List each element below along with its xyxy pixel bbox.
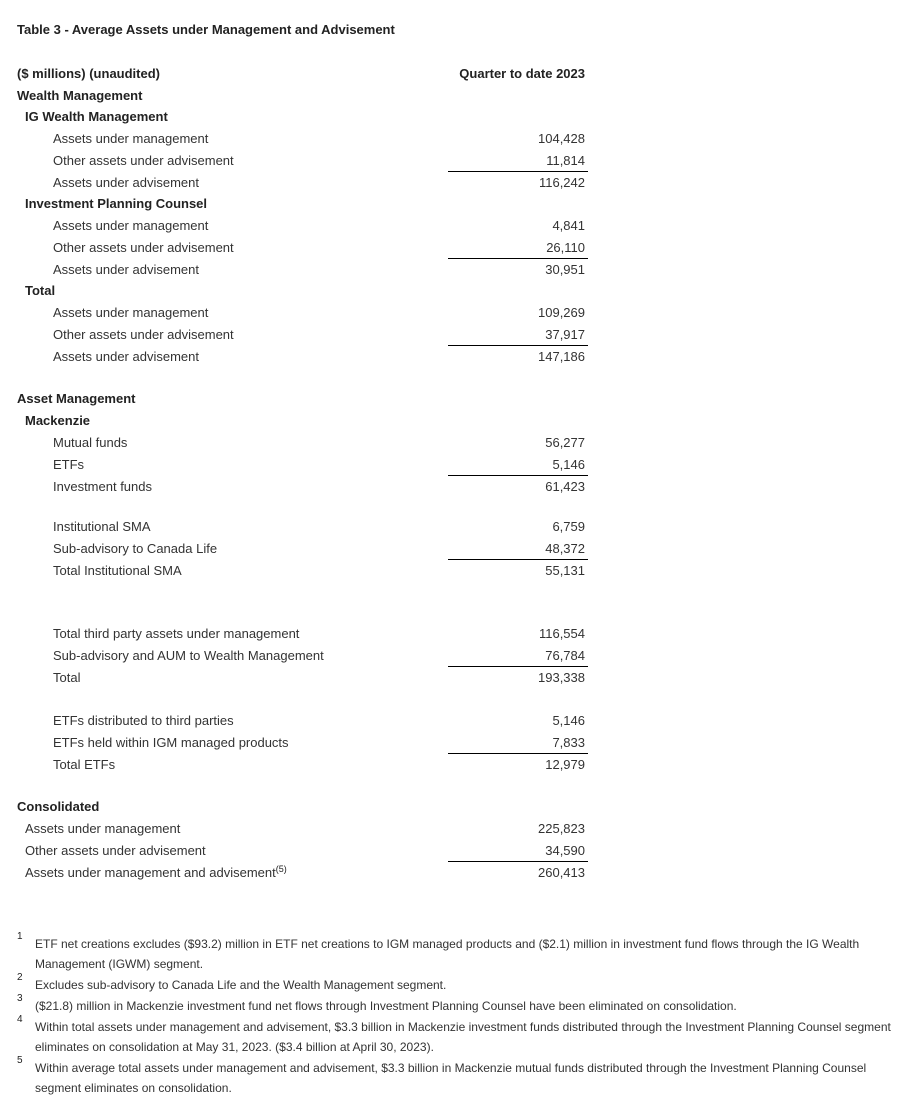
table-row <box>0 327 912 349</box>
table-header-row <box>0 66 912 88</box>
table-title: Table 3 - Average Assets under Management and Advisement <box>17 22 395 37</box>
row-value: 55,131 <box>545 563 585 578</box>
row-value: 4,841 <box>552 218 585 233</box>
row-label: Total Institutional SMA <box>53 563 182 578</box>
table-row <box>0 519 912 541</box>
table-section-header <box>0 88 912 110</box>
row-label: Assets under management and advisement <box>25 865 276 880</box>
row-label: Investment Planning Counsel <box>25 196 208 211</box>
row-value: 5,146 <box>552 457 585 472</box>
row-value: 260,413 <box>538 865 585 880</box>
row-value: 48,372 <box>545 541 585 556</box>
footnote-text: Excludes sub-advisory to Canada Life and the Wealth Management segment. <box>35 978 447 992</box>
row-value: 6,759 <box>552 519 585 534</box>
row-value: 116,242 <box>538 175 585 190</box>
table-row <box>0 349 912 371</box>
table-row <box>0 218 912 240</box>
subtotal-rule <box>448 171 588 172</box>
row-value: 26,110 <box>546 240 585 255</box>
row-value: 104,428 <box>538 131 585 146</box>
table-row <box>0 262 912 284</box>
row-label: Consolidated <box>17 799 100 814</box>
table-row <box>0 305 912 327</box>
table-section-header <box>0 391 912 413</box>
row-label: Assets under advisement <box>53 349 199 364</box>
row-label: ETFs held within IGM managed products <box>53 735 289 750</box>
table-row <box>0 175 912 197</box>
row-value: 11,814 <box>546 153 585 168</box>
subtotal-rule <box>448 666 588 667</box>
footnote-number: 4 <box>17 1014 23 1025</box>
footnote-text: ETF net creations excludes ($93.2) million in ETF net creations to IGM managed products and ($2.1) million in investment fund flows through the IG Wealth Management (IGWM) segment. <box>35 937 860 971</box>
row-value: 7,833 <box>552 735 585 750</box>
row-label: Total <box>53 670 81 685</box>
row-label: IG Wealth Management <box>25 109 168 124</box>
table-section-header <box>0 799 912 821</box>
table-row <box>0 479 912 501</box>
row-label: Assets under management <box>53 218 209 233</box>
table-row: Assets under management and advisement (5) 260,413 <box>25 864 585 880</box>
row-value: 37,917 <box>545 327 585 342</box>
footnote-text: Within average total assets under management and advisement, $3.3 billion in Mackenzie mutual funds distributed through the Investment Planning Counsel segment eliminates on consolidation. <box>35 1061 867 1095</box>
row-value: 5,146 <box>552 713 585 728</box>
table-row <box>0 240 912 262</box>
table-row <box>0 735 912 757</box>
table-row <box>0 670 912 692</box>
footnote-text: Within total assets under management and advisement, $3.3 billion in Mackenzie investment funds distributed through the Investment Planning Counsel segment eliminates on consolidation at May 31, 2023. ($3.4 billion at April 30, 2023). <box>35 1020 891 1054</box>
table-row <box>0 843 912 865</box>
table-row <box>0 821 912 843</box>
table-row <box>0 648 912 670</box>
table-row <box>0 757 912 779</box>
subtotal-rule <box>448 753 588 754</box>
row-label: Wealth Management <box>17 88 143 103</box>
row-label: Assets under management <box>53 305 209 320</box>
table-row <box>0 435 912 457</box>
table-row <box>0 626 912 648</box>
row-label: Assets under advisement <box>53 262 199 277</box>
table-section-header <box>0 109 912 131</box>
subtotal-rule <box>448 861 588 862</box>
row-value: 12,979 <box>545 757 585 772</box>
row-label: Investment funds <box>53 479 152 494</box>
subtotal-rule <box>448 345 588 346</box>
row-label: Total ETFs <box>53 757 116 772</box>
row-label: ETFs distributed to third parties <box>53 713 234 728</box>
row-label: Mackenzie <box>25 413 91 428</box>
table-section-header <box>0 413 912 435</box>
row-label: ETFs <box>53 457 85 472</box>
table-row <box>0 563 912 585</box>
row-value: 109,269 <box>538 305 585 320</box>
table-row <box>0 713 912 735</box>
footnote-text: ($21.8) million in Mackenzie investment fund net flows through Investment Planning Counsel have been eliminated on consolidation. <box>35 999 737 1013</box>
units-label: ($ millions) (unaudited) <box>17 66 160 81</box>
row-label: Other assets under advisement <box>53 153 234 168</box>
row-value: 30,951 <box>545 262 585 277</box>
table-row <box>0 457 912 479</box>
row-value: 193,338 <box>538 670 585 685</box>
row-label: Assets under advisement <box>53 175 199 190</box>
row-value: 225,823 <box>538 821 585 836</box>
row-value: 56,277 <box>545 435 585 450</box>
table-row <box>0 153 912 175</box>
row-label: Institutional SMA <box>53 519 151 534</box>
footnote-number: 3 <box>17 993 23 1004</box>
row-label: Asset Management <box>17 391 136 406</box>
footnote-number: 5 <box>17 1055 23 1066</box>
table-row <box>0 541 912 563</box>
column-header: Quarter to date 2023 <box>459 66 585 81</box>
subtotal-rule <box>448 559 588 560</box>
row-label: Sub-advisory and AUM to Wealth Management <box>53 648 324 663</box>
row-value: 116,554 <box>538 626 585 641</box>
row-label: Mutual funds <box>53 435 128 450</box>
row-value: 61,423 <box>545 479 585 494</box>
footnote-number: 1 <box>17 931 23 942</box>
table-section-header <box>0 283 912 305</box>
row-label: Other assets under advisement <box>53 240 234 255</box>
table-row <box>0 131 912 153</box>
row-label: Total <box>25 283 56 298</box>
row-label: Sub-advisory to Canada Life <box>53 541 218 556</box>
row-label: Assets under management <box>25 821 181 836</box>
row-value: 76,784 <box>545 648 585 663</box>
footnote-number: 2 <box>17 972 23 983</box>
row-label: Other assets under advisement <box>25 843 206 858</box>
subtotal-rule <box>448 258 588 259</box>
table-section-header <box>0 196 912 218</box>
row-label: Total third party assets under management <box>53 626 300 641</box>
row-label: Other assets under advisement <box>53 327 234 342</box>
row-label: Assets under management <box>53 131 209 146</box>
row-value: 34,590 <box>545 843 585 858</box>
row-value: 147,186 <box>538 349 585 364</box>
subtotal-rule <box>448 475 588 476</box>
